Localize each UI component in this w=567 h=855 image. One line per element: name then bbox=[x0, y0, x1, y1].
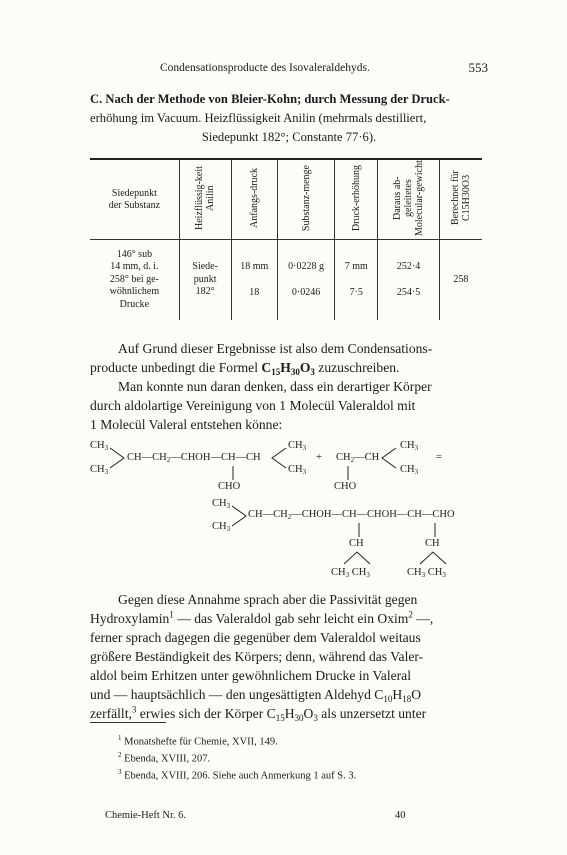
header-heizfluessigkeit: Heizflüssig-keit Anilin bbox=[179, 159, 231, 240]
branch-1 bbox=[340, 551, 374, 565]
cell-druckerhoehung: 7 mm 7·5 bbox=[335, 240, 378, 321]
cho-1: CHO bbox=[218, 481, 241, 492]
method-line-1: C. Nach der Methode von Bleier-Kohn; durch Messung der Druck- bbox=[90, 92, 450, 106]
ch3-pair-2: $CH_3$ $CH_3$ bbox=[407, 567, 446, 579]
line: zerfällt,$^3$ erwies sich der Körper $C_{15}H_{30}O_3$ als unzersetzt unter bbox=[90, 704, 427, 723]
table-header-row bbox=[90, 159, 482, 240]
header-substanzmenge: Substanz-menge bbox=[278, 159, 335, 240]
formula-ch3-h: $CH_3$ bbox=[212, 521, 231, 533]
bond-line bbox=[432, 523, 438, 537]
line: größere Beständigkeit des Körpers; denn, während das Valer- bbox=[90, 649, 424, 664]
formula-ch3-e: $CH_3$ bbox=[400, 440, 419, 452]
ch3-pair-1: $CH_3$ $CH_3$ bbox=[331, 567, 370, 579]
bond-line bbox=[230, 466, 236, 480]
table-row bbox=[90, 240, 482, 321]
running-title: Condensationsproducte des Isovaleraldehyds. bbox=[160, 62, 370, 74]
bond-line bbox=[356, 523, 362, 537]
line: 1 Molecül Valeral entstehen könne: bbox=[90, 417, 283, 432]
formula-ch3-a: $CH_3$ bbox=[90, 440, 109, 452]
line: ferner sprach dagegen die gegenüber dem Valeraldol weitaus bbox=[90, 630, 421, 645]
cell-siedepunkt: 146° sub 14 mm, d. i. 258° bei ge- wöhnlichem Drucke bbox=[109, 248, 160, 310]
footer-left: Chemie-Heft Nr. 6. bbox=[105, 810, 187, 821]
formula-ch3-c: $CH_3$ bbox=[288, 440, 307, 452]
line: durch aldolartige Vereinigung von 1 Molecül Valeraldol mit bbox=[90, 398, 416, 413]
formula-ch3-g: $CH_3$ bbox=[212, 498, 231, 510]
chain-ch2-ch: $CH_2—CH$ bbox=[336, 452, 380, 464]
header-druckerhoehung: Druck-erhöhung bbox=[335, 159, 378, 240]
formula: $C_{15}H_{30}O_3$ bbox=[261, 360, 315, 377]
cell-berechnet: 258 bbox=[439, 240, 482, 321]
method-heading bbox=[90, 90, 488, 147]
formula-ch3-b: $CH_3$ bbox=[90, 464, 109, 476]
line: Auf Grund dieser Ergebnisse ist also dem Condensations- bbox=[118, 341, 433, 356]
chain-1: $CH—CH_2—CHOH—CH—CH$ bbox=[127, 452, 261, 464]
page-number: 553 bbox=[468, 60, 488, 75]
equals-sign: = bbox=[436, 452, 442, 463]
results-table bbox=[90, 158, 482, 320]
ch-2: CH bbox=[425, 538, 440, 549]
cell-molecular-gewicht: 252·4 254·5 bbox=[378, 240, 439, 321]
branch-2 bbox=[416, 551, 450, 565]
plus-sign: + bbox=[316, 452, 322, 463]
header-molecular-gewicht: Daraus ab-geleitetes Molecular-gewicht bbox=[378, 159, 439, 240]
header-siedepunkt: Siedepunkt der Substanz bbox=[90, 159, 179, 240]
line: aldol beim Erhitzen unter gewöhnlichem Drucke in Valeral bbox=[90, 668, 411, 683]
formula-ch3-d: $CH_3$ bbox=[288, 464, 307, 476]
footnote: $^2$ Ebenda, XVIII, 207. bbox=[118, 751, 211, 765]
bracket-left-2 bbox=[230, 504, 250, 530]
footer-right: 40 bbox=[395, 810, 406, 821]
paragraph-hydroxylamin bbox=[90, 590, 488, 723]
footnote: $^3$ Ebenda, XVIII, 206. Siehe auch Anmerkung 1 auf S. 3. bbox=[118, 768, 357, 782]
line: Hydroxylamin$^1$ — das Valeraldol gab sehr leicht ein Oxim$^2$ —, bbox=[90, 609, 434, 626]
line: producte unbedingt die Formel $C_{15}H_{30}O_3$ zuzuschreiben. bbox=[90, 360, 400, 377]
bracket-right bbox=[270, 446, 290, 472]
method-line-2: erhöhung im Vacuum. Heizflüssigkeit Anilin (mehrmals destilliert, bbox=[90, 111, 427, 125]
method-line-3: Siedepunkt 182°; Constante 77·6). bbox=[201, 130, 377, 144]
footnote: $^1$ Monatshefte für Chemie, XVII, 149. bbox=[118, 734, 278, 748]
bond-line bbox=[345, 466, 351, 480]
formula-ch3-f: $CH_3$ bbox=[400, 464, 419, 476]
header-anfangsdruck: Anfangs-druck bbox=[231, 159, 277, 240]
cell-heizfluessigkeit: Siede- punkt 182° bbox=[179, 240, 231, 321]
formula: $C_{15}H_{30}O_3$ bbox=[266, 706, 318, 723]
line: Man konnte nun daran denken, dass ein derartiger Körper bbox=[118, 379, 432, 394]
paragraph-formula bbox=[90, 339, 488, 434]
formula: $C_{10}H_{18}O$ bbox=[374, 687, 422, 704]
bracket-left bbox=[108, 446, 128, 472]
chain-2: $CH—CH_2—CHOH—CH—CHOH—CH—CHO$ bbox=[248, 509, 455, 521]
cell-anfangsdruck: 18 mm 18 bbox=[231, 240, 277, 321]
line: und — hauptsächlich — den ungesättigten Aldehyd $C_{10}H_{18}O$ bbox=[90, 687, 422, 704]
line: Gegen diese Annahme sprach aber die Passivität gegen bbox=[118, 592, 418, 607]
ch-1: CH bbox=[349, 538, 364, 549]
bracket-right-2 bbox=[380, 446, 400, 472]
footnote-rule bbox=[90, 722, 166, 723]
header-berechnet: Berechnet für C15H30O3 bbox=[439, 159, 482, 240]
cho-2: CHO bbox=[334, 481, 357, 492]
cell-substanzmenge: 0·0228 g 0·0246 bbox=[278, 240, 335, 321]
